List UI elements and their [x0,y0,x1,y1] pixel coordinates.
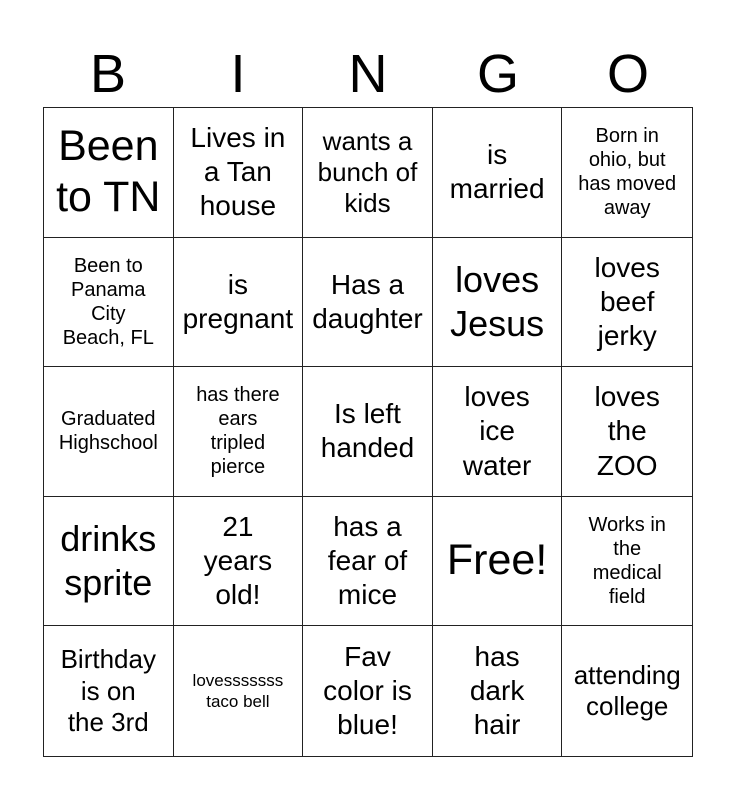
header-letter-i: I [230,44,246,104]
bingo-cell-r3-c1[interactable]: Graduated Highschool [44,367,174,497]
bingo-cell-r5-c1[interactable]: Birthday is on the 3rd [44,626,174,756]
bingo-header [43,40,693,108]
bingo-cell-r5-c4[interactable]: has dark hair [433,626,563,756]
bingo-cell-r2-c2[interactable]: is pregnant [174,238,304,368]
bingo-cell-r1-c1[interactable]: Been to TN [44,108,174,238]
bingo-cell-r2-c1[interactable]: Been to Panama City Beach, FL [44,238,174,368]
bingo-cell-r4-c4-free[interactable]: Free! [433,497,563,627]
bingo-cell-r3-c3[interactable]: Is left handed [303,367,433,497]
bingo-cell-r1-c5[interactable]: Born in ohio, but has moved away [562,108,692,238]
bingo-board [43,107,693,757]
bingo-cell-r5-c5[interactable]: attending college [573,660,681,722]
bingo-cell-r4-c3[interactable]: has a fear of mice [303,497,433,627]
bingo-cell-r2-c3[interactable]: Has a daughter [303,238,433,368]
header-letter-g: G [476,44,519,104]
bingo-cell-r3-c4[interactable]: loves ice water [433,367,563,497]
bingo-cell-r4-c2[interactable]: 21 years old! [174,497,304,627]
bingo-cell-r2-c5[interactable]: loves beef jerky [562,238,692,368]
bingo-cell-r3-c2[interactable]: has there ears tripled pierce [174,367,304,497]
bingo-cell-r1-c3[interactable]: wants a bunch of kids [303,108,433,238]
bingo-cell-r4-c1[interactable]: drinks sprite [44,497,174,627]
bingo-cell-r3-c5[interactable]: loves the ZOO [562,367,692,497]
header-letter-b: B [89,44,127,104]
bingo-cell-r1-c2[interactable]: Lives in a Tan house [174,108,304,238]
header-letter-o: O [606,44,649,104]
bingo-cell-r5-c3[interactable]: Fav color is blue! [303,626,433,756]
header-letter-n: N [348,44,388,104]
bingo-cell-r2-c4[interactable]: loves Jesus [433,238,563,368]
bingo-cell-r1-c4[interactable]: is married [433,108,563,238]
bingo-cell-r5-c2[interactable]: lovesssssss taco bell [174,626,304,756]
bingo-cell-r4-c5[interactable]: Works in the medical field [562,497,692,627]
